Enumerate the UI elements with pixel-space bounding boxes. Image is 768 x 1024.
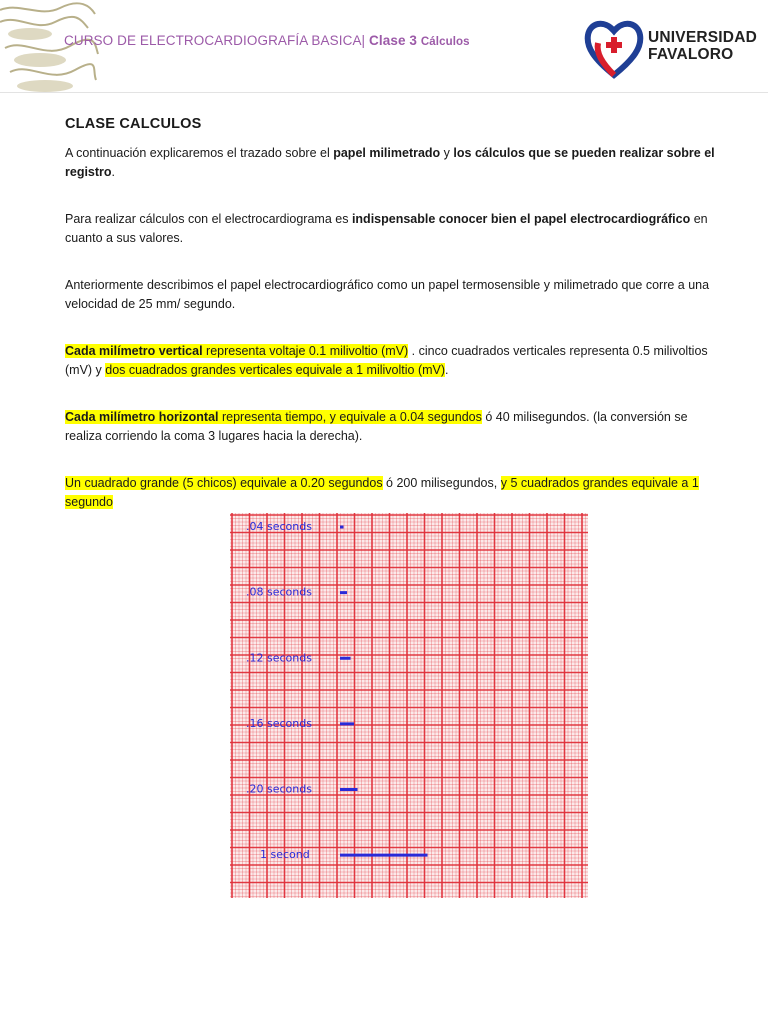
course-title: [64, 33, 470, 48]
paragraph-paper: [65, 210, 725, 248]
ecg-duration-label: .08 seconds: [246, 585, 312, 599]
text-run: ó 40 milisegundos. (la conversión se realiza corriendo la coma 3 lugares hacia la derecha).: [65, 410, 688, 443]
ecg-duration-label: .04 seconds: [246, 520, 312, 533]
university-name: [648, 29, 757, 63]
text-run: . cinco cuadrados verticales representa 0.5 milivoltios (mV) y: [65, 344, 708, 377]
bold-run: los cálculos que se pueden realizar sobre el registro: [65, 146, 715, 179]
text-run: en cuanto a sus valores.: [65, 212, 708, 245]
text-run: .: [111, 165, 116, 179]
ecg-duration-label: 1 second: [260, 848, 310, 862]
highlighted-run: representa voltaje 0.1 milivoltio (mV): [202, 344, 409, 358]
text-run: A continuación explicaremos el trazado sobre el: [65, 146, 334, 160]
paragraph-large-square: [65, 474, 725, 512]
paragraph-speed: Anteriormente describimos el papel electrocardiográfico como un papel termosensible y milimetrado que corre a una velocidad de 25 mm/ segundo.: [65, 278, 710, 311]
bold-run: indispensable conocer bien el papel electrocardiográfico: [351, 212, 691, 226]
highlighted-run: representa tiempo, y equivale a 0.04 segundos: [218, 410, 482, 424]
highlighted-run: dos cuadrados grandes verticales equivale a 1 milivoltio (mV): [105, 363, 446, 377]
highlighted-run: Un cuadrado grande (5 chicos) equivale a 0.20 segundos: [65, 476, 383, 490]
paragraph-intro: [65, 144, 725, 182]
highlighted-bold-run: Cada milímetro vertical: [65, 344, 203, 358]
paragraph-time: [65, 408, 725, 446]
university-logo: [584, 17, 760, 79]
highlighted-bold-run: Cada milímetro horizontal: [65, 410, 219, 424]
ecg-duration-label: .16 seconds: [246, 716, 312, 730]
bold-run: papel milimetrado: [333, 146, 441, 160]
text-run: Para realizar cálculos con el electrocardiograma es: [65, 212, 352, 226]
text-run: ó 200 milisegundos,: [382, 476, 501, 490]
logo-line-1: UNIVERSIDAD: [648, 29, 757, 46]
ecg-grid-svg: [230, 513, 588, 898]
highlighted-run: y 5 cuadrados grandes equivale a 1 segundo: [65, 476, 699, 509]
ecg-duration-label: .20 seconds: [246, 782, 312, 796]
page-header: [0, 0, 768, 93]
ecg-paper-figure: [230, 513, 588, 898]
class-topic: Cálculos: [420, 36, 470, 48]
document-body: [65, 115, 725, 540]
paragraph-voltage: [65, 342, 725, 380]
logo-line-2: FAVALORO: [648, 46, 734, 63]
text-run: y: [440, 146, 454, 160]
page-title: CLASE CALCULOS: [65, 116, 202, 132]
course-name: CURSO DE ELECTROCARDIOGRAFÍA BASICA|: [64, 33, 366, 48]
text-run: .: [445, 363, 449, 377]
class-number: Clase 3: [369, 33, 418, 48]
ecg-duration-label: .12 seconds: [246, 651, 312, 665]
favaloro-heart-icon: [584, 17, 644, 79]
